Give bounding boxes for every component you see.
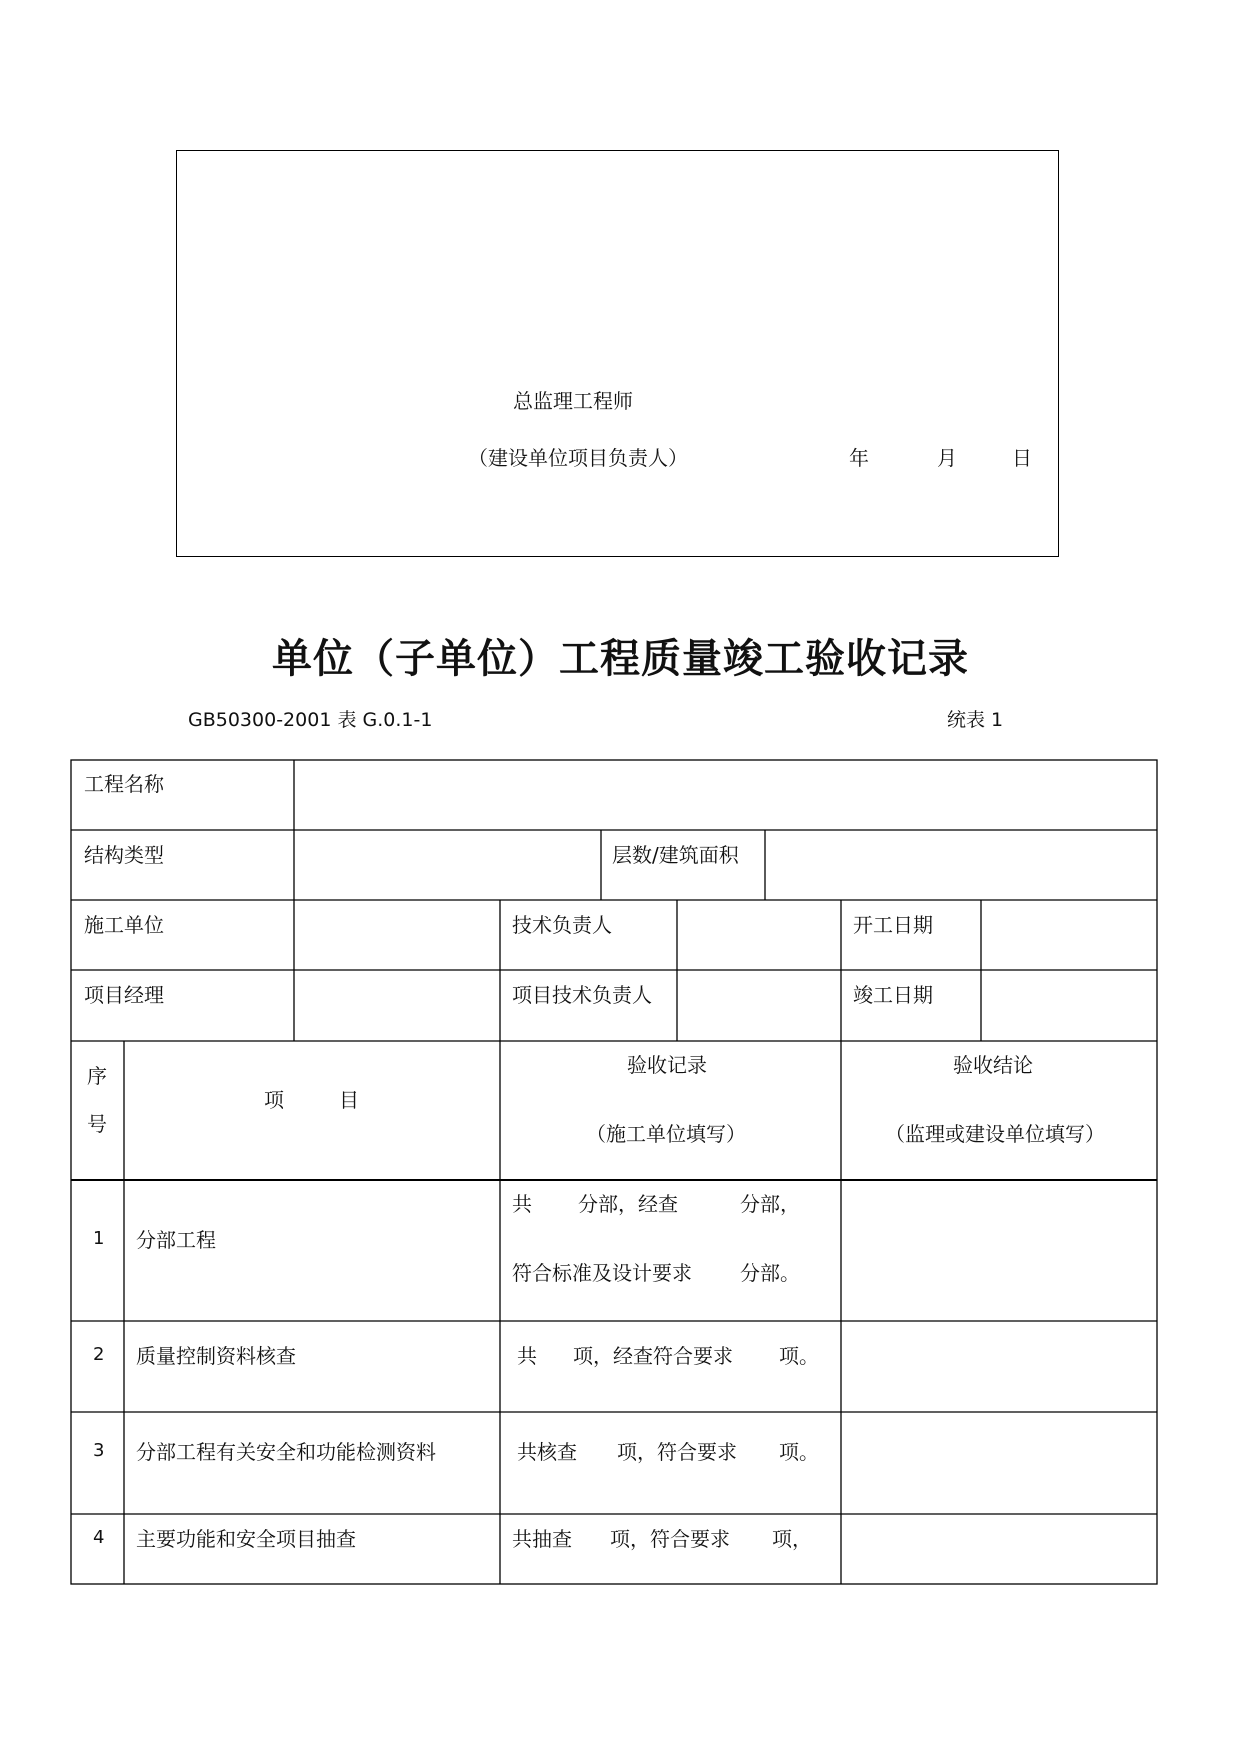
chief-engineer-label: 总监理工程师 xyxy=(513,389,633,413)
row-record-text: 共 xyxy=(517,1344,537,1368)
day-label: 日 xyxy=(1012,446,1032,470)
row-record-text: 共 xyxy=(512,1192,532,1216)
row-record-text: 分部， xyxy=(740,1192,800,1216)
project-manager-label: 项目经理 xyxy=(84,983,164,1007)
item-header-1: 项 xyxy=(264,1088,284,1112)
conclusion-subheader: （监理或建设单位填写） xyxy=(885,1122,1105,1146)
tech-lead-label: 技术负责人 xyxy=(512,913,612,937)
month-label: 月 xyxy=(937,446,957,470)
row-item: 主要功能和安全项目抽查 xyxy=(136,1527,356,1551)
row-record-text: 项。 xyxy=(779,1440,819,1464)
floors-area-label: 层数/建筑面积 xyxy=(612,843,739,867)
project-name-label: 工程名称 xyxy=(84,772,164,796)
row-record-text: 项，符合要求 xyxy=(617,1440,737,1464)
row-item: 分部工程有关安全和功能检测资料 xyxy=(136,1440,436,1464)
owner-rep-label: （建设单位项目负责人） xyxy=(468,446,688,470)
row-record-text: 分部，经查 xyxy=(578,1192,678,1216)
row-item: 质量控制资料核查 xyxy=(136,1344,296,1368)
seq-header-1: 序 xyxy=(87,1064,107,1088)
row-record-text: 项， xyxy=(772,1527,812,1551)
year-label: 年 xyxy=(849,446,869,470)
signature-box xyxy=(176,150,1059,557)
form-code: GB50300-2001 表 G.0.1-1 xyxy=(188,709,433,731)
page-title: 单位（子单位）工程质量竣工验收记录 xyxy=(272,636,969,682)
structure-type-label: 结构类型 xyxy=(84,843,164,867)
row-number: 2 xyxy=(93,1344,105,1365)
row-item: 分部工程 xyxy=(136,1228,216,1252)
row-number: 4 xyxy=(93,1527,105,1548)
row-number: 3 xyxy=(93,1440,105,1461)
item-header-2: 目 xyxy=(339,1088,359,1112)
project-tech-lead-label: 项目技术负责人 xyxy=(512,983,652,1007)
row-record-text: 项，经查符合要求 xyxy=(573,1344,733,1368)
row-record-text: 共抽查 xyxy=(512,1527,572,1551)
contractor-label: 施工单位 xyxy=(84,913,164,937)
row-record-text: 分部。 xyxy=(740,1261,800,1285)
conclusion-header: 验收结论 xyxy=(953,1053,1033,1077)
row-number: 1 xyxy=(93,1228,105,1249)
record-header: 验收记录 xyxy=(627,1053,707,1077)
row-record-text: 共核查 xyxy=(517,1440,577,1464)
start-date-label: 开工日期 xyxy=(853,913,933,937)
form-sheet-number: 统表 1 xyxy=(947,709,1004,731)
row-record-text: 符合标准及设计要求 xyxy=(512,1261,692,1285)
record-subheader: （施工单位填写） xyxy=(586,1122,746,1146)
seq-header-2: 号 xyxy=(87,1112,107,1136)
row-record-text: 项，符合要求 xyxy=(610,1527,730,1551)
row-record-text: 项。 xyxy=(779,1344,819,1368)
completion-date-label: 竣工日期 xyxy=(853,983,933,1007)
